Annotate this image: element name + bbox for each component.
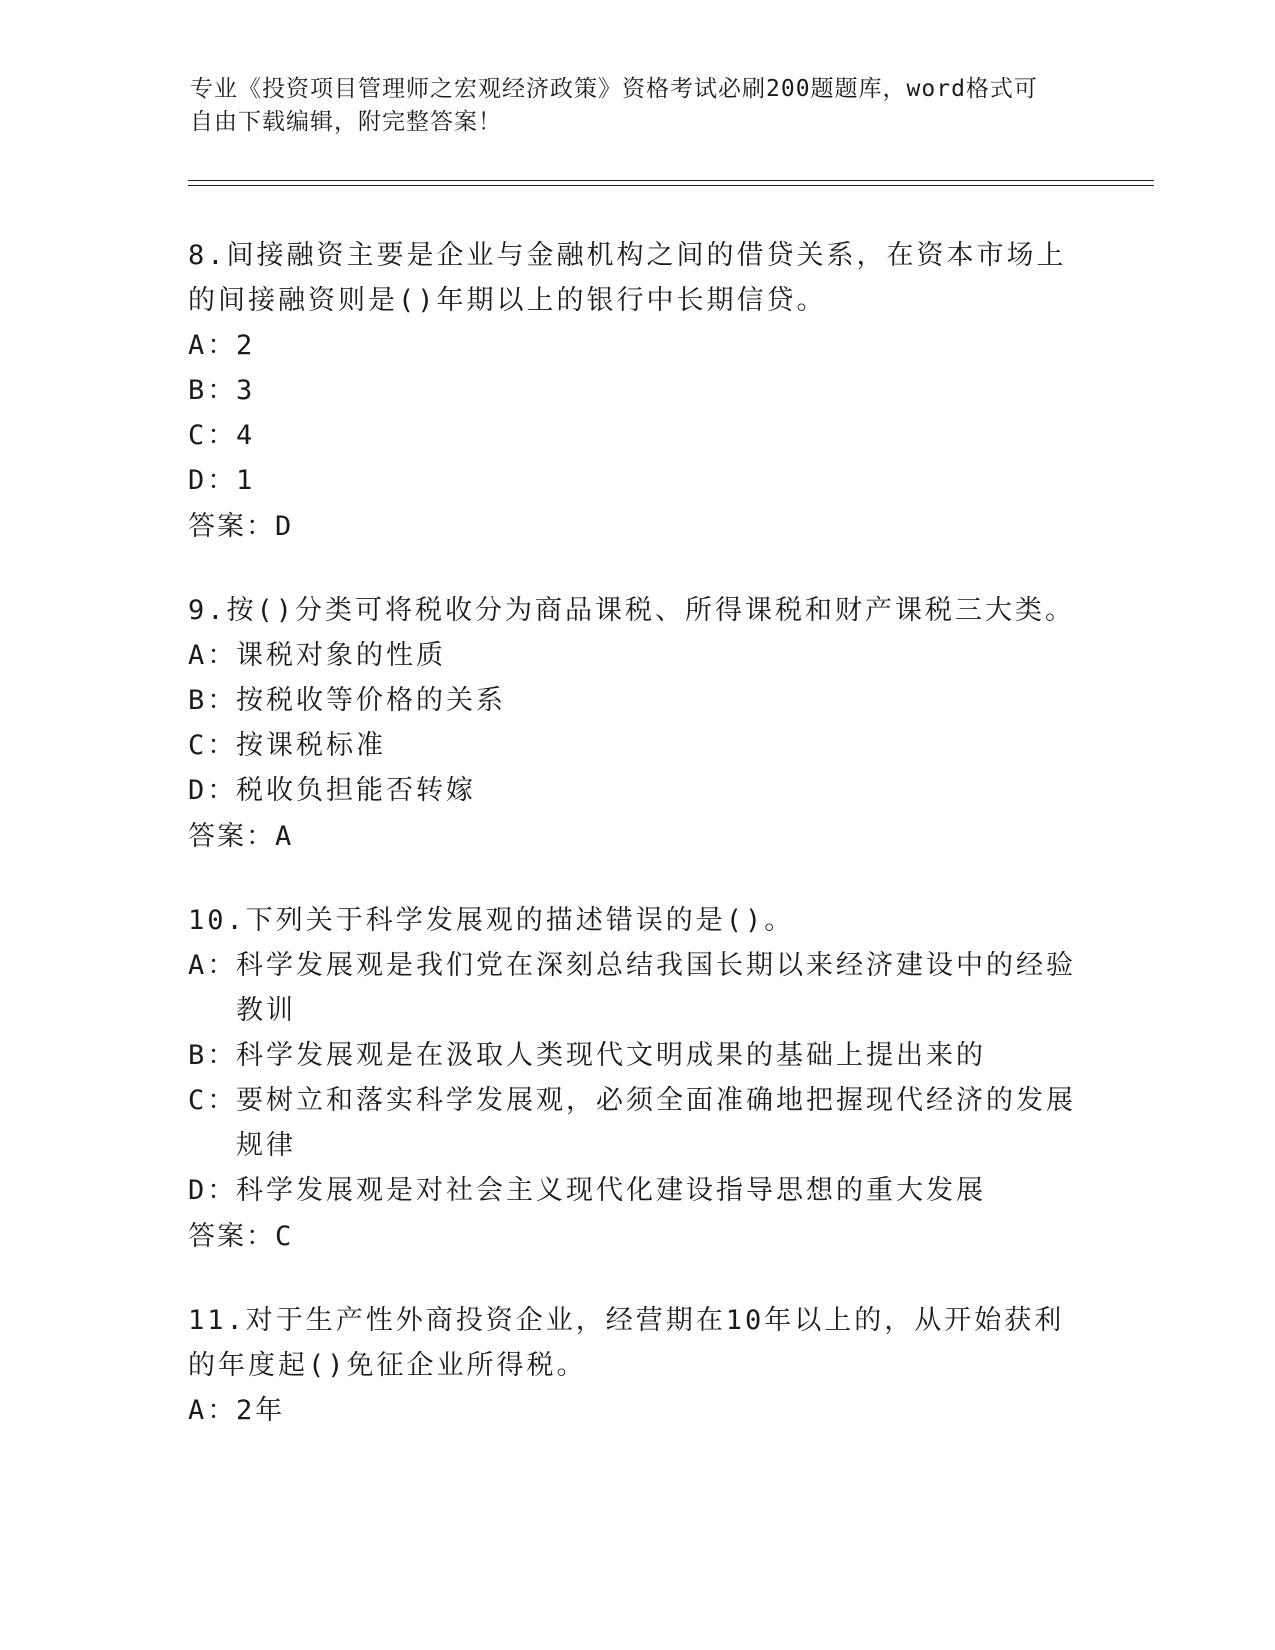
- document-header: [190, 73, 1090, 139]
- option-key: B：: [188, 375, 238, 406]
- option-key: A：: [188, 330, 238, 361]
- option-a: [188, 943, 1088, 1033]
- option-text: 2年: [236, 1395, 286, 1426]
- option-key: A：: [188, 1395, 238, 1426]
- answer-label: 答案：: [188, 511, 275, 542]
- option-c: [188, 1078, 1088, 1168]
- option-key: A：: [188, 640, 238, 671]
- answer-value: C: [275, 1221, 294, 1252]
- answer-line: [188, 504, 1088, 549]
- option-key: B：: [188, 1040, 238, 1071]
- question-stem: 8.间接融资主要是企业与金融机构之间的借贷关系，在资本市场上的间接融资则是()年期以上的银行中长期信贷。: [188, 240, 1067, 316]
- option-text: 按课税标准: [236, 730, 386, 761]
- option-text: 科学发展观是我们党在深刻总结我国长期以来经济建设中的经验教训: [236, 950, 1076, 1026]
- option-d: [188, 1168, 1088, 1213]
- option-a: [188, 1388, 1088, 1433]
- option-text: 1: [236, 465, 256, 496]
- option-c: [188, 413, 1088, 458]
- option-text: 科学发展观是对社会主义现代化建设指导思想的重大发展: [236, 1175, 986, 1206]
- option-d: [188, 768, 1088, 813]
- answer-value: A: [275, 821, 294, 852]
- option-key: A：: [188, 950, 238, 981]
- question-8: [188, 233, 1088, 549]
- option-text: 按税收等价格的关系: [236, 685, 506, 716]
- question-stem: 9.按()分类可将税收分为商品课税、所得课税和财产课税三大类。: [188, 595, 1076, 626]
- answer-label: 答案：: [188, 821, 275, 852]
- option-key: C：: [188, 420, 238, 451]
- header-line-2: 自由下载编辑，附完整答案！: [190, 109, 502, 135]
- option-a: [188, 323, 1088, 368]
- question-9: [188, 588, 1088, 859]
- option-key: D：: [188, 1175, 238, 1206]
- option-b: [188, 1033, 1088, 1078]
- option-d: [188, 458, 1088, 503]
- question-stem: 10.下列关于科学发展观的描述错误的是()。: [188, 905, 795, 936]
- option-text: 科学发展观是在汲取人类现代文明成果的基础上提出来的: [236, 1040, 986, 1071]
- option-key: C：: [188, 730, 238, 761]
- option-text: 要树立和落实科学发展观，必须全面准确地把握现代经济的发展规律: [236, 1085, 1076, 1161]
- question-11: [188, 1298, 1088, 1433]
- option-text: 3: [236, 375, 256, 406]
- question-list: [188, 233, 1088, 1472]
- question-10: [188, 898, 1088, 1259]
- option-text: 课税对象的性质: [236, 640, 446, 671]
- header-divider-bottom: [188, 185, 1154, 186]
- option-a: [188, 633, 1088, 678]
- header-line-1: 专业《投资项目管理师之宏观经济政策》资格考试必刷200题题库，word格式可: [190, 76, 1038, 102]
- option-key: D：: [188, 465, 238, 496]
- answer-line: [188, 814, 1088, 859]
- option-text: 4: [236, 420, 256, 451]
- option-text: 2: [236, 330, 256, 361]
- option-text: 税收负担能否转嫁: [236, 775, 476, 806]
- answer-line: [188, 1214, 1088, 1259]
- option-c: [188, 723, 1088, 768]
- option-b: [188, 368, 1088, 413]
- header-divider-top: [188, 180, 1154, 181]
- question-stem: 11.对于生产性外商投资企业，经营期在10年以上的，从开始获利的年度起()免征企业所得税。: [188, 1305, 1065, 1381]
- option-key: B：: [188, 685, 238, 716]
- option-key: C：: [188, 1085, 238, 1116]
- option-key: D：: [188, 775, 238, 806]
- answer-label: 答案：: [188, 1221, 275, 1252]
- option-b: [188, 678, 1088, 723]
- answer-value: D: [275, 511, 294, 542]
